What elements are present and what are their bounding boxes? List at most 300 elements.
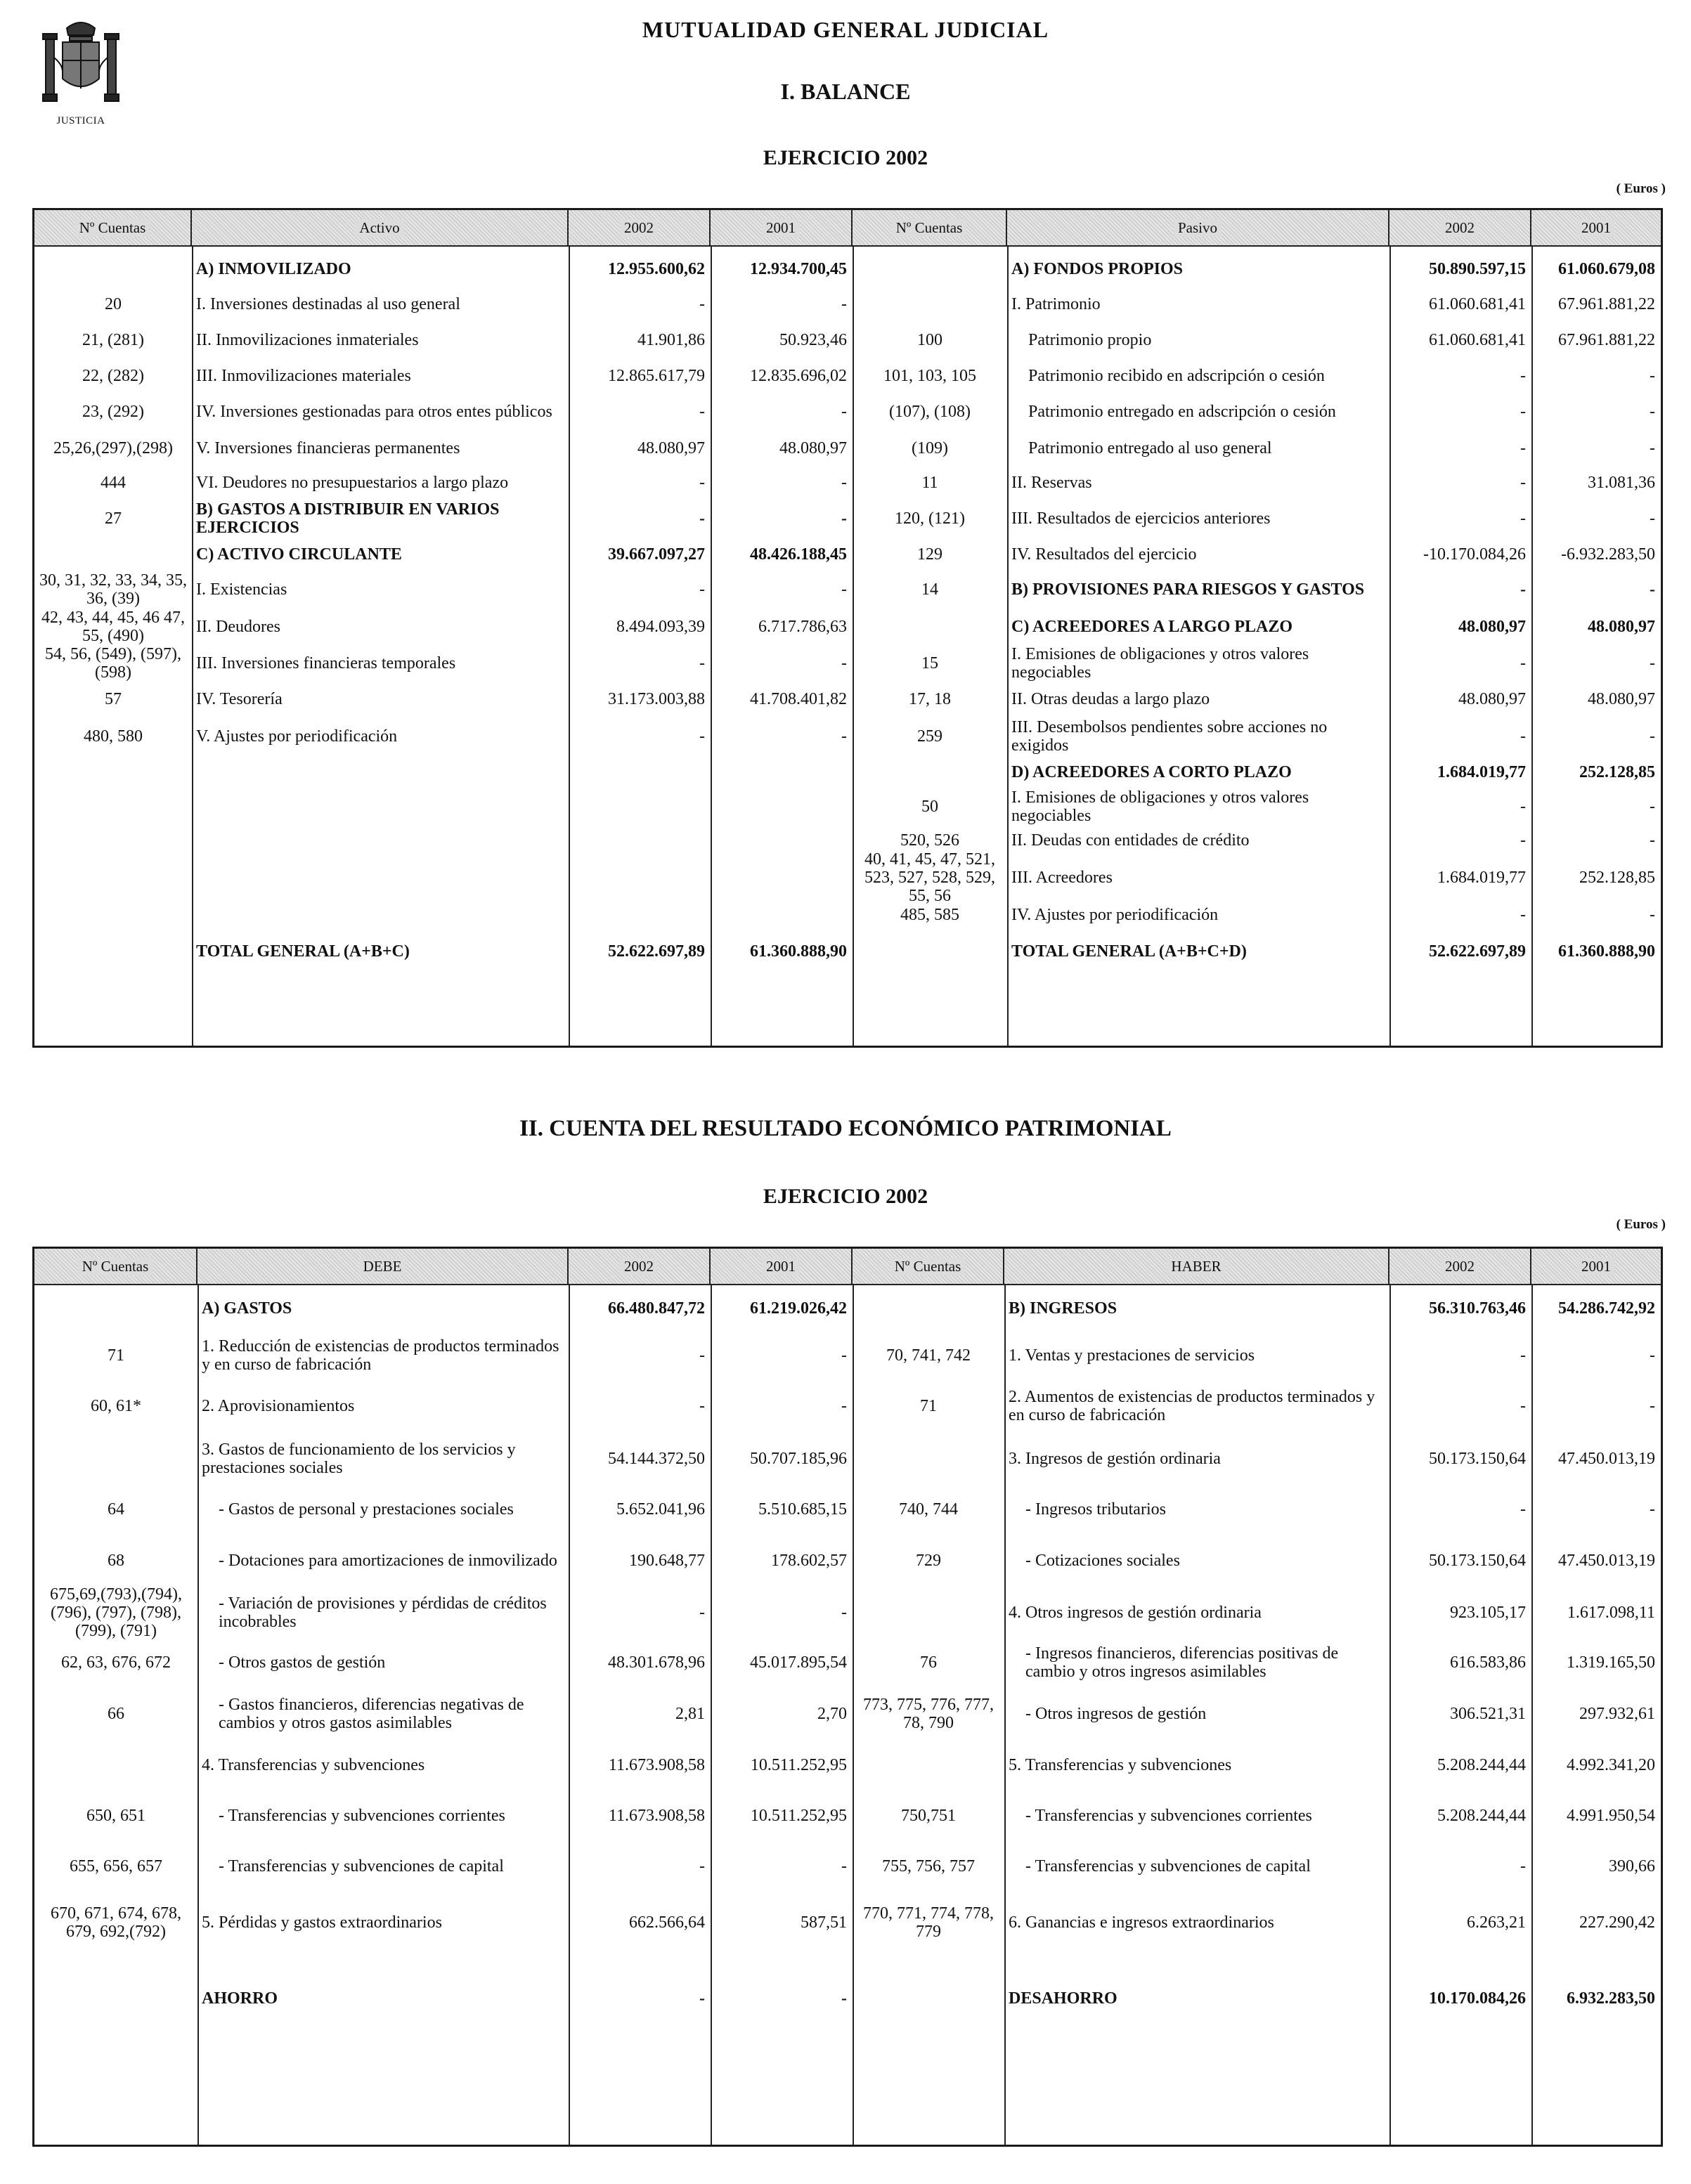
amount-2001-cell: 61.060.679,08 bbox=[1558, 260, 1655, 279]
amount-2001-cell: 54.286.742,92 bbox=[1558, 1299, 1655, 1318]
concept-cell: TOTAL GENERAL (A+B+C+D) bbox=[1011, 942, 1247, 961]
concept-cell: - Variación de provisiones y pérdidas de créditos incobrables bbox=[219, 1594, 547, 1631]
amount-2001-cell: 41.708.401,82 bbox=[750, 690, 847, 709]
table-row bbox=[34, 1384, 1661, 1430]
amount-2002-cell: 61.060.681,41 bbox=[1429, 331, 1526, 350]
amount-2002-cell: - bbox=[699, 1397, 705, 1416]
balance-units-label: ( Euros ) bbox=[1616, 181, 1666, 196]
table-row bbox=[34, 900, 1661, 931]
amount-2002-cell: - bbox=[1520, 367, 1526, 386]
concept-cell: TOTAL GENERAL (A+B+C) bbox=[196, 942, 410, 961]
account-code-cell: 68 bbox=[108, 1552, 124, 1571]
amount-2002-cell: 31.173.003,88 bbox=[608, 690, 705, 709]
concept-cell: B) PROVISIONES PARA RIESGOS Y GASTOS bbox=[1011, 580, 1365, 599]
concept-cell: - Ingresos financieros, diferencias positivas de cambio y otros ingresos asimilables bbox=[1025, 1644, 1339, 1681]
table-row bbox=[34, 1585, 1661, 1640]
amount-2001-cell: 2,70 bbox=[817, 1705, 847, 1724]
account-code-cell bbox=[34, 1742, 197, 1790]
amount-2002-cell: - bbox=[699, 1346, 705, 1365]
concept-cell: DESAHORRO bbox=[1009, 1989, 1117, 2008]
table-row bbox=[34, 539, 1661, 571]
amount-2002-cell: - bbox=[1520, 580, 1526, 599]
amount-2002-cell: - bbox=[1520, 474, 1526, 493]
amount-2002-cell: 616.583,86 bbox=[1450, 1653, 1526, 1672]
concept-cell: V. Ajustes por periodificación bbox=[196, 727, 398, 746]
amount-2001-cell: 4.992.341,20 bbox=[1567, 1756, 1655, 1775]
concept-cell: A) FONDOS PROPIOS bbox=[1011, 260, 1184, 279]
column-header-label: Nº Cuentas bbox=[892, 219, 967, 237]
amount-2002-cell: 5.208.244,44 bbox=[1437, 1756, 1526, 1775]
column-header-label: 2002 bbox=[620, 219, 658, 237]
account-code-cell: 71 bbox=[108, 1346, 124, 1365]
concept-cell: IV. Tesorería bbox=[196, 690, 283, 709]
result-account-title: II. CUENTA DEL RESULTADO ECONÓMICO PATRIMONIAL bbox=[519, 1116, 1172, 1141]
concept-cell: 6. Ganancias e ingresos extraordinarios bbox=[1009, 1913, 1274, 1932]
concept-cell: 1. Ventas y prestaciones de servicios bbox=[1009, 1346, 1255, 1365]
amount-2002-cell: 662.566,64 bbox=[629, 1913, 705, 1932]
amount-2001-cell: 12.835.696,02 bbox=[750, 367, 847, 386]
amount-2002-cell: - bbox=[1520, 439, 1526, 458]
account-code-cell bbox=[34, 539, 192, 571]
column-header bbox=[711, 210, 853, 245]
table-row bbox=[34, 609, 1661, 646]
amount-2002-cell: 12.865.617,79 bbox=[608, 367, 705, 386]
amount-2001-cell: - bbox=[1650, 831, 1655, 850]
concept-cell: IV. Ajustes por periodificación bbox=[1011, 906, 1219, 925]
amount-2002-cell: 50.173.150,64 bbox=[1429, 1552, 1526, 1571]
column-header bbox=[1531, 210, 1661, 245]
amount-2002-cell: 50.173.150,64 bbox=[1429, 1450, 1526, 1469]
account-code-cell: 485, 585 bbox=[900, 906, 959, 925]
account-code-cell bbox=[853, 757, 1007, 789]
table-row bbox=[34, 1742, 1661, 1790]
account-code-cell: 70, 741, 742 bbox=[886, 1346, 971, 1365]
account-code-cell: 670, 671, 674, 678, 679, 692,(792) bbox=[51, 1904, 181, 1941]
amount-2002-cell: - bbox=[1520, 1397, 1526, 1416]
amount-2002-cell bbox=[569, 900, 711, 931]
account-code-cell: 11 bbox=[921, 474, 938, 493]
amount-2001-cell: 227.290,42 bbox=[1579, 1913, 1655, 1932]
column-header-label: 2001 bbox=[1577, 1258, 1615, 1275]
amount-2001-cell: - bbox=[1650, 906, 1655, 925]
concept-cell: I. Existencias bbox=[196, 580, 287, 599]
table-row bbox=[34, 1537, 1661, 1586]
amount-2002-cell bbox=[569, 826, 711, 857]
concept-cell bbox=[192, 789, 569, 826]
concept-cell: II. Reservas bbox=[1011, 474, 1092, 493]
concept-cell: 4. Otros ingresos de gestión ordinaria bbox=[1009, 1604, 1262, 1623]
account-code-cell bbox=[34, 934, 192, 970]
account-code-cell: 64 bbox=[108, 1500, 124, 1519]
amount-2002-cell: 48.301.678,96 bbox=[608, 1653, 705, 1672]
amount-2001-cell: - bbox=[1650, 1397, 1655, 1416]
column-header-label: HABER bbox=[1167, 1258, 1225, 1275]
concept-cell: 4. Transferencias y subvenciones bbox=[202, 1756, 425, 1775]
amount-2001-cell: - bbox=[1650, 798, 1655, 817]
account-code-cell: 54, 56, (549), (597), (598) bbox=[45, 645, 181, 682]
amount-2002-cell: - bbox=[699, 1604, 705, 1623]
amount-2002-cell: 190.648,77 bbox=[629, 1552, 705, 1571]
concept-cell: 3. Gastos de funcionamiento de los servicios y prestaciones sociales bbox=[202, 1441, 516, 1477]
account-code-cell bbox=[34, 857, 192, 900]
column-header bbox=[192, 210, 569, 245]
account-code-cell bbox=[34, 826, 192, 857]
concept-cell bbox=[192, 826, 569, 857]
amount-2002-cell bbox=[569, 857, 711, 900]
account-code-cell bbox=[853, 1980, 1004, 2019]
concept-cell: - Gastos financieros, diferencias negativas de cambios y otros gastos asimilables bbox=[219, 1696, 524, 1732]
amount-2002-cell: - bbox=[1520, 831, 1526, 850]
concept-cell: 2. Aumentos de existencias de productos terminados y en curso de fabricación bbox=[1009, 1388, 1375, 1424]
concept-cell: II. Deudores bbox=[196, 618, 280, 637]
account-code-cell: 62, 63, 676, 672 bbox=[61, 1653, 171, 1672]
account-code-cell bbox=[34, 789, 192, 826]
account-code-cell: 71 bbox=[920, 1397, 937, 1416]
amount-2002-cell: 61.060.681,41 bbox=[1429, 295, 1526, 314]
amount-2002-cell: 11.673.908,58 bbox=[608, 1756, 705, 1775]
column-header bbox=[853, 1249, 1004, 1284]
amount-2001-cell: 31.081,36 bbox=[1588, 474, 1655, 493]
account-code-cell: 101, 103, 105 bbox=[883, 367, 976, 386]
account-code-cell: 729 bbox=[916, 1552, 941, 1571]
amount-2002-cell: 39.667.097,27 bbox=[608, 545, 705, 564]
column-header bbox=[34, 210, 192, 245]
column-header bbox=[569, 210, 711, 245]
column-header-label: 2002 bbox=[1441, 1258, 1479, 1275]
amount-2002-cell: 11.673.908,58 bbox=[608, 1807, 705, 1826]
amount-2002-cell: - bbox=[1520, 906, 1526, 925]
table-row bbox=[34, 646, 1661, 682]
amount-2001-cell: - bbox=[1650, 509, 1655, 528]
table-row bbox=[34, 252, 1661, 287]
amount-2001-cell: - bbox=[841, 403, 847, 422]
concept-cell: II. Otras deudas a largo plazo bbox=[1011, 690, 1210, 709]
account-code-cell: 675,69,(793),(794), (796), (797), (798), (799), (791) bbox=[50, 1585, 182, 1640]
amount-2001-cell: - bbox=[1650, 1346, 1655, 1365]
amount-2002-cell: - bbox=[699, 654, 705, 673]
amount-2002-cell: - bbox=[699, 1989, 705, 2008]
account-code-cell: 57 bbox=[105, 690, 122, 709]
result-units-label: ( Euros ) bbox=[1616, 1217, 1666, 1232]
amount-2001-cell: 61.360.888,90 bbox=[750, 942, 847, 961]
amount-2002-cell: - bbox=[699, 1857, 705, 1876]
amount-2002-cell: - bbox=[699, 509, 705, 528]
amount-2001-cell: - bbox=[1650, 727, 1655, 746]
account-code-cell bbox=[34, 900, 192, 931]
account-code-cell bbox=[34, 757, 192, 789]
account-code-cell: 30, 31, 32, 33, 34, 35, 36, (39) bbox=[39, 571, 187, 608]
amount-2002-cell: 12.955.600,62 bbox=[608, 260, 705, 279]
column-header bbox=[34, 1249, 197, 1284]
concept-cell: I. Emisiones de obligaciones y otros valores negociables bbox=[1011, 645, 1309, 682]
concept-cell: - Gastos de personal y prestaciones sociales bbox=[219, 1500, 514, 1519]
amount-2001-cell: 4.991.950,54 bbox=[1567, 1807, 1655, 1826]
account-code-cell: 520, 526 bbox=[900, 831, 959, 850]
column-header-label: 2001 bbox=[762, 1258, 800, 1275]
amount-2001-cell: 6.932.283,50 bbox=[1567, 1989, 1655, 2008]
amount-2002-cell: - bbox=[699, 403, 705, 422]
account-code-cell bbox=[853, 252, 1007, 287]
table-row bbox=[34, 467, 1661, 500]
amount-2001-cell: 252.128,85 bbox=[1579, 869, 1655, 888]
concept-cell: A) INMOVILIZADO bbox=[196, 260, 351, 279]
amount-2001-cell: 6.717.786,63 bbox=[758, 618, 847, 637]
amount-2001-cell: - bbox=[841, 295, 847, 314]
concept-cell: III. Inversiones financieras temporales bbox=[196, 654, 456, 673]
column-header bbox=[711, 1249, 853, 1284]
column-header-label: Pasivo bbox=[1174, 219, 1222, 237]
amount-2002-cell: 306.521,31 bbox=[1450, 1705, 1526, 1724]
account-code-cell bbox=[34, 1434, 197, 1485]
table-row bbox=[34, 850, 1661, 905]
amount-2002-cell: 6.263,21 bbox=[1467, 1913, 1526, 1932]
concept-cell: Patrimonio entregado en adscripción o cesión bbox=[1028, 403, 1336, 422]
concept-cell bbox=[192, 757, 569, 789]
concept-cell: 1. Reducción de existencias de productos terminados y en curso de fabricación bbox=[202, 1337, 559, 1374]
table-header bbox=[34, 1249, 1661, 1285]
account-code-cell: 60, 61* bbox=[91, 1397, 141, 1416]
account-code-cell bbox=[34, 252, 192, 287]
result-account-table bbox=[32, 1247, 1663, 2147]
table-row bbox=[34, 1434, 1661, 1485]
table-row bbox=[34, 287, 1661, 323]
amount-2002-cell: 41.901,86 bbox=[637, 331, 705, 350]
concept-cell: I. Inversiones destinadas al uso general bbox=[196, 295, 460, 314]
account-code-cell bbox=[34, 1980, 197, 2019]
amount-2001-cell: 67.961.881,22 bbox=[1558, 295, 1655, 314]
amount-2001-cell: 1.319.165,50 bbox=[1567, 1653, 1655, 1672]
account-code-cell: 20 bbox=[105, 295, 122, 314]
concept-cell: - Ingresos tributarios bbox=[1025, 1500, 1166, 1519]
amount-2002-cell: - bbox=[1520, 1500, 1526, 1519]
amount-2001-cell: - bbox=[841, 580, 847, 599]
table-row bbox=[34, 757, 1661, 789]
amount-2001-cell: - bbox=[841, 1857, 847, 1876]
table-row bbox=[34, 826, 1661, 857]
account-code-cell: (109) bbox=[912, 439, 948, 458]
amount-2002-cell: 48.080,97 bbox=[1458, 618, 1526, 637]
account-code-cell: 66 bbox=[108, 1705, 124, 1724]
concept-cell: III. Acreedores bbox=[1011, 869, 1113, 888]
column-header bbox=[1531, 1249, 1661, 1284]
account-code-cell: 50 bbox=[921, 798, 938, 817]
account-code-cell bbox=[853, 934, 1007, 970]
column-header-label: 2002 bbox=[1441, 219, 1479, 237]
column-header-label: Nº Cuentas bbox=[890, 1258, 966, 1275]
account-code-cell: 755, 756, 757 bbox=[882, 1857, 975, 1876]
concept-cell: III. Resultados de ejercicios anteriores bbox=[1011, 509, 1271, 528]
balance-title: I. BALANCE bbox=[780, 79, 911, 104]
account-code-cell: 42, 43, 44, 45, 46 47, 55, (490) bbox=[41, 609, 185, 645]
table-row bbox=[34, 359, 1661, 394]
amount-2001-cell: 61.219.026,42 bbox=[750, 1299, 847, 1318]
table-row bbox=[34, 395, 1661, 430]
account-code-cell: 750,751 bbox=[901, 1807, 956, 1826]
amount-2001-cell: - bbox=[841, 1604, 847, 1623]
column-header-label: Nº Cuentas bbox=[78, 1258, 153, 1275]
amount-2001-cell: - bbox=[841, 654, 847, 673]
account-code-cell: 259 bbox=[917, 727, 942, 746]
concept-cell: 3. Ingresos de gestión ordinaria bbox=[1009, 1450, 1221, 1469]
column-header bbox=[1007, 210, 1389, 245]
concept-cell: Patrimonio entregado al uso general bbox=[1028, 439, 1272, 458]
account-code-cell bbox=[853, 1589, 1004, 1638]
amount-2002-cell: - bbox=[699, 474, 705, 493]
column-header-label: 2001 bbox=[1577, 219, 1615, 237]
organization-title: MUTUALIDAD GENERAL JUDICIAL bbox=[642, 17, 1049, 42]
amount-2001-cell: - bbox=[841, 1989, 847, 2008]
table-row bbox=[34, 1980, 1661, 2019]
concept-cell: VI. Deudores no presupuestarios a largo plazo bbox=[196, 474, 509, 493]
concept-cell: - Cotizaciones sociales bbox=[1025, 1552, 1180, 1571]
amount-2001-cell: 48.080,97 bbox=[1588, 690, 1655, 709]
amount-2002-cell: 10.170.084,26 bbox=[1429, 1989, 1526, 2008]
concept-cell: D) ACREEDORES A CORTO PLAZO bbox=[1011, 763, 1292, 782]
amount-2002-cell: 48.080,97 bbox=[637, 439, 705, 458]
table-header bbox=[34, 210, 1661, 247]
account-code-cell: 25,26,(297),(298) bbox=[53, 439, 173, 458]
amount-2002-cell: 54.144.372,50 bbox=[608, 1450, 705, 1469]
concept-cell: - Transferencias y subvenciones de capital bbox=[219, 1857, 504, 1876]
amount-2001-cell: 178.602,57 bbox=[771, 1552, 847, 1571]
table-row bbox=[34, 1895, 1661, 1951]
account-code-cell: (107), (108) bbox=[889, 403, 971, 422]
amount-2002-cell: 52.622.697,89 bbox=[1429, 942, 1526, 961]
account-code-cell bbox=[853, 1434, 1004, 1485]
amount-2001-cell: - bbox=[1650, 367, 1655, 386]
amount-2001-cell bbox=[711, 789, 853, 826]
amount-2002-cell: 923.105,17 bbox=[1450, 1604, 1526, 1623]
concept-cell: Patrimonio recibido en adscripción o cesión bbox=[1028, 367, 1325, 386]
table-row bbox=[34, 789, 1661, 826]
table-row bbox=[34, 1639, 1661, 1687]
amount-2001-cell: - bbox=[841, 474, 847, 493]
account-code-cell: 740, 744 bbox=[899, 1500, 958, 1519]
account-code-cell bbox=[853, 609, 1007, 646]
table-row bbox=[34, 1291, 1661, 1327]
concept-cell: A) GASTOS bbox=[202, 1299, 292, 1318]
account-code-cell: 120, (121) bbox=[895, 509, 965, 528]
amount-2002-cell: - bbox=[1520, 403, 1526, 422]
table-row bbox=[34, 431, 1661, 467]
account-code-cell: 480, 580 bbox=[84, 727, 143, 746]
concept-cell bbox=[192, 857, 569, 900]
amount-2001-cell: -6.932.283,50 bbox=[1561, 545, 1655, 564]
amount-2001-cell: 50.707.185,96 bbox=[750, 1450, 847, 1469]
amount-2002-cell: - bbox=[1520, 798, 1526, 817]
concept-cell: II. Deudas con entidades de crédito bbox=[1011, 831, 1250, 850]
account-code-cell: 17, 18 bbox=[909, 690, 951, 709]
amount-2002-cell bbox=[569, 789, 711, 826]
amount-2002-cell: 66.480.847,72 bbox=[608, 1299, 705, 1318]
amount-2002-cell: 48.080,97 bbox=[1458, 690, 1526, 709]
column-header-label: Activo bbox=[355, 219, 403, 237]
account-code-cell: 773, 775, 776, 777, 78, 790 bbox=[863, 1696, 994, 1732]
amount-2001-cell: 47.450.013,19 bbox=[1558, 1552, 1655, 1571]
amount-2001-cell: 5.510.685,15 bbox=[758, 1500, 847, 1519]
amount-2001-cell bbox=[711, 857, 853, 900]
account-code-cell: 129 bbox=[917, 545, 942, 564]
concept-cell: IV. Resultados del ejercicio bbox=[1011, 545, 1197, 564]
account-code-cell: 15 bbox=[921, 654, 938, 673]
concept-cell: C) ACTIVO CIRCULANTE bbox=[196, 545, 402, 564]
amount-2001-cell: 297.932,61 bbox=[1579, 1705, 1655, 1724]
amount-2001-cell bbox=[711, 900, 853, 931]
column-header-label: 2002 bbox=[620, 1258, 658, 1275]
amount-2002-cell: - bbox=[1520, 1857, 1526, 1876]
concept-cell: I. Patrimonio bbox=[1011, 295, 1101, 314]
amount-2001-cell: - bbox=[841, 509, 847, 528]
concept-cell: - Dotaciones para amortizaciones de inmovilizado bbox=[219, 1552, 557, 1571]
concept-cell: - Transferencias y subvenciones de capital bbox=[1025, 1857, 1311, 1876]
balance-year-title: EJERCICIO 2002 bbox=[763, 146, 928, 169]
concept-cell: III. Desembolsos pendientes sobre acciones no exigidos bbox=[1011, 718, 1328, 755]
amount-2001-cell: 47.450.013,19 bbox=[1558, 1450, 1655, 1469]
amount-2002-cell: - bbox=[699, 580, 705, 599]
concept-cell: C) ACREEDORES A LARGO PLAZO bbox=[1011, 618, 1293, 637]
account-code-cell bbox=[853, 1742, 1004, 1790]
amount-2001-cell: - bbox=[1650, 580, 1655, 599]
amount-2001-cell: - bbox=[841, 1346, 847, 1365]
amount-2002-cell: 2,81 bbox=[675, 1705, 705, 1724]
account-code-cell bbox=[853, 287, 1007, 323]
table-row bbox=[34, 1794, 1661, 1839]
concept-cell: 5. Pérdidas y gastos extraordinarios bbox=[202, 1913, 442, 1932]
account-code-cell: 770, 771, 774, 778, 779 bbox=[863, 1904, 994, 1941]
column-header bbox=[853, 210, 1007, 245]
amount-2002-cell: 56.310.763,46 bbox=[1429, 1299, 1526, 1318]
concept-cell: - Transferencias y subvenciones corrientes bbox=[1025, 1807, 1312, 1826]
amount-2001-cell: - bbox=[841, 1397, 847, 1416]
account-code-cell: 14 bbox=[921, 580, 938, 599]
amount-2001-cell: 61.360.888,90 bbox=[1558, 942, 1655, 961]
amount-2001-cell: 12.934.700,45 bbox=[750, 260, 847, 279]
logo-caption: JUSTICIA bbox=[56, 115, 105, 126]
concept-cell bbox=[192, 900, 569, 931]
amount-2002-cell: - bbox=[1520, 654, 1526, 673]
amount-2001-cell: 67.961.881,22 bbox=[1558, 331, 1655, 350]
amount-2001-cell bbox=[711, 826, 853, 857]
concept-cell: B) GASTOS A DISTRIBUIR EN VARIOS EJERCICIOS bbox=[196, 500, 500, 537]
amount-2002-cell: - bbox=[1520, 1346, 1526, 1365]
table-row bbox=[34, 1488, 1661, 1533]
amount-2002-cell: 50.890.597,15 bbox=[1429, 260, 1526, 279]
amount-2002-cell: - bbox=[1520, 509, 1526, 528]
amount-2001-cell: - bbox=[1650, 654, 1655, 673]
column-header bbox=[1389, 1249, 1531, 1284]
account-code-cell: 22, (282) bbox=[82, 367, 144, 386]
account-code-cell: 23, (292) bbox=[82, 403, 144, 422]
table-row bbox=[34, 323, 1661, 359]
amount-2002-cell: 8.494.093,39 bbox=[616, 618, 705, 637]
account-code-cell: 21, (281) bbox=[82, 331, 144, 350]
account-code-cell: 76 bbox=[920, 1653, 937, 1672]
amount-2002-cell: - bbox=[1520, 727, 1526, 746]
table-row bbox=[34, 1845, 1661, 1890]
amount-2001-cell: 48.080,97 bbox=[1588, 618, 1655, 637]
column-header-label: 2001 bbox=[762, 219, 800, 237]
concept-cell: 2. Aprovisionamientos bbox=[202, 1397, 355, 1416]
amount-2001-cell: 45.017.895,54 bbox=[750, 1653, 847, 1672]
table-row bbox=[34, 682, 1661, 717]
amount-2002-cell: -10.170.084,26 bbox=[1423, 545, 1526, 564]
column-header bbox=[1004, 1249, 1389, 1284]
column-header-label: Nº Cuentas bbox=[75, 219, 150, 237]
amount-2002-cell: 5.208.244,44 bbox=[1437, 1807, 1526, 1826]
amount-2001-cell: - bbox=[1650, 439, 1655, 458]
amount-2001-cell: - bbox=[841, 727, 847, 746]
amount-2001-cell: - bbox=[1650, 403, 1655, 422]
